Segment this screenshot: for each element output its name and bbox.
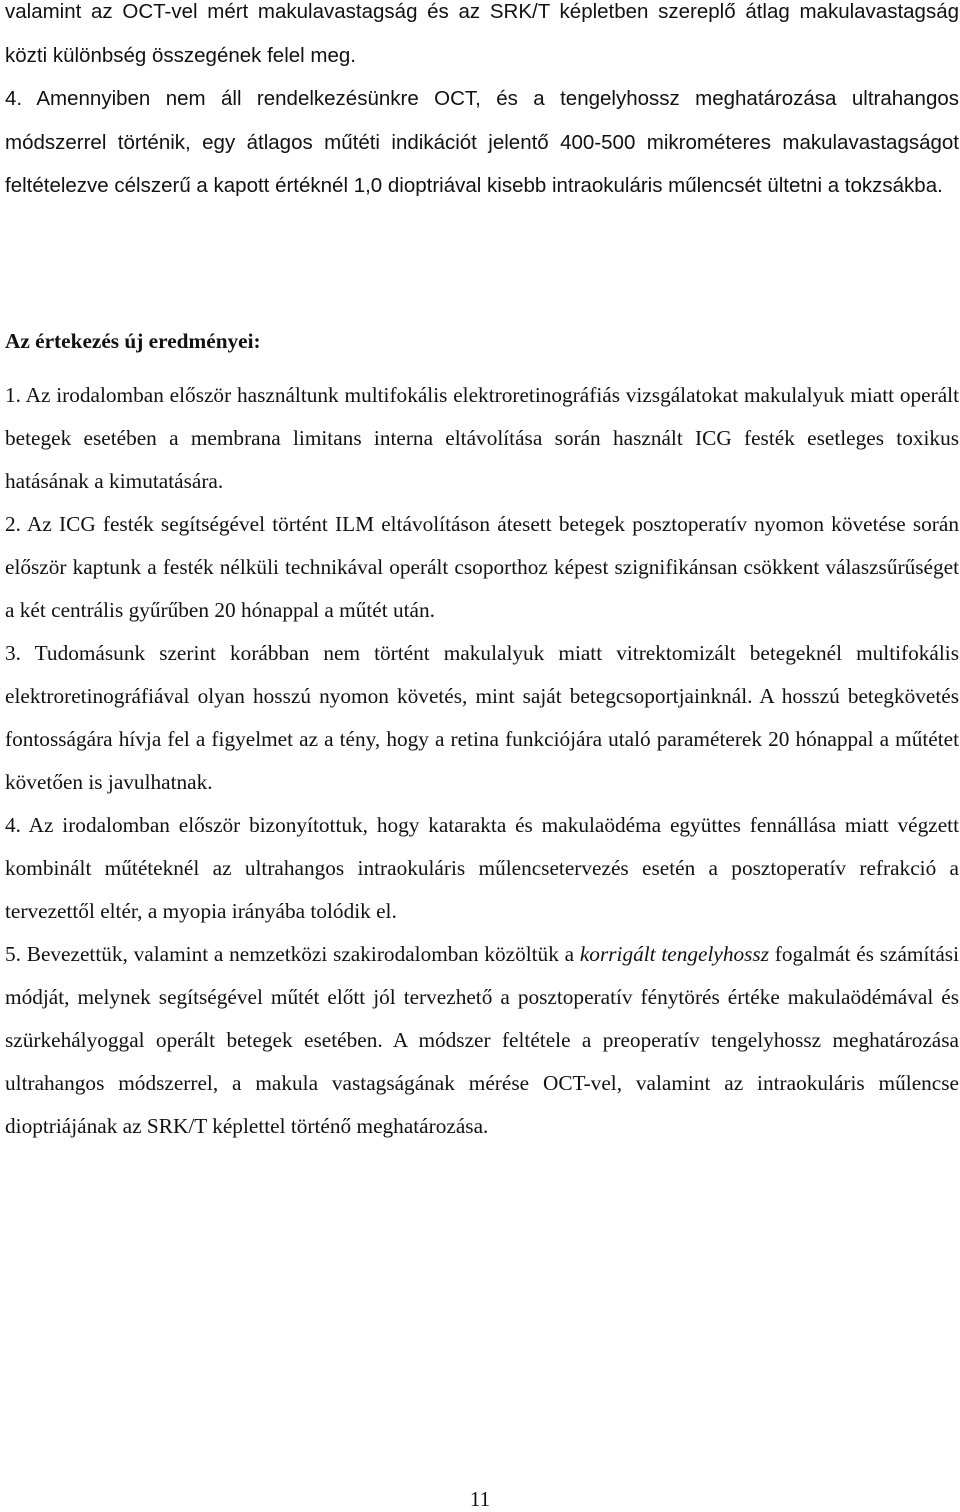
page-number: 11 — [469, 1487, 491, 1511]
result-item-5-italic-term: korrigált tengelyhossz — [579, 942, 769, 966]
result-item-5-after: fogalmát és számítási módját, melynek segítségével műtét előtt jól tervezhető a posztoperatív fénytörés értéke makulaödémával és szürkehályoggal operált betegek esetében. A módszer feltétele a preoperatív tengelyhossz meghatározása ultrahangos módszerrel, a makula vastagságának mérése OCT-vel, valamint az intraokuláris műlencse dioptriájának az SRK/T képlettel történő meghatározása. — [5, 942, 959, 1138]
result-item-5 — [5, 933, 959, 1148]
intro-section — [5, 0, 959, 208]
result-item-1: 1. Az irodalomban először használtunk multifokális elektroretinográfiás vizsgálatokat makulalyuk miatt operált betegek esetében a membrana limitans interna eltávolítása során használt ICG festék esetleges toxikus hatásának a kimutatására. — [5, 383, 959, 493]
result-item-4: 4. Az irodalomban először bizonyítottuk, hogy katarakta és makulaödéma együttes fennállása miatt végzett kombinált műtéteknél az ultrahangos intraokuláris műlencsetervezés esetén a posztoperatív refrakció a tervezettől eltér, a myopia irányába tolódik el. — [5, 813, 959, 923]
result-item-5-before: 5. Bevezettük, valamint a nemzetközi szakirodalomban közöltük a — [5, 942, 580, 966]
intro-continuation-paragraph: valamint az OCT-vel mért makulavastagság és az SRK/T képletben szereplő átlag makulavastagság közti különbség összegének felel meg. — [5, 0, 959, 67]
section-heading: Az értekezés új eredményei: — [5, 329, 261, 353]
results-list — [5, 374, 959, 1148]
result-item-2: 2. Az ICG festék segítségével történt ILM eltávolításon átesett betegek posztoperatív nyomon követése során először kaptunk a festék nélküli technikával operált csoporthoz képest szignifikánsan csökkent válaszsűrűséget a két centrális gyűrűben 20 hónappal a műtét után. — [5, 512, 959, 622]
intro-item-4-paragraph: 4. Amennyiben nem áll rendelkezésünkre OCT, és a tengelyhossz meghatározása ultrahangos módszerrel történik, egy átlagos műtéti indikációt jelentő 400-500 mikrométeres makulavastagságot feltételezve célszerű a kapott értéknél 1,0 dioptriával kisebb intraokuláris műlencsét ültetni a tokzsákba. — [5, 87, 959, 197]
result-item-3: 3. Tudomásunk szerint korábban nem történt makulalyuk miatt vitrektomizált betegeknél multifokális elektroretinográfiával olyan hosszú nyomon követés, mint saját betegcsoportjainknál. A hosszú betegkövetés fontosságára hívja fel a figyelmet az a tény, hogy a retina funkciójára utaló paraméterek 20 hónappal a műtétet követően is javulhatnak. — [5, 641, 959, 794]
